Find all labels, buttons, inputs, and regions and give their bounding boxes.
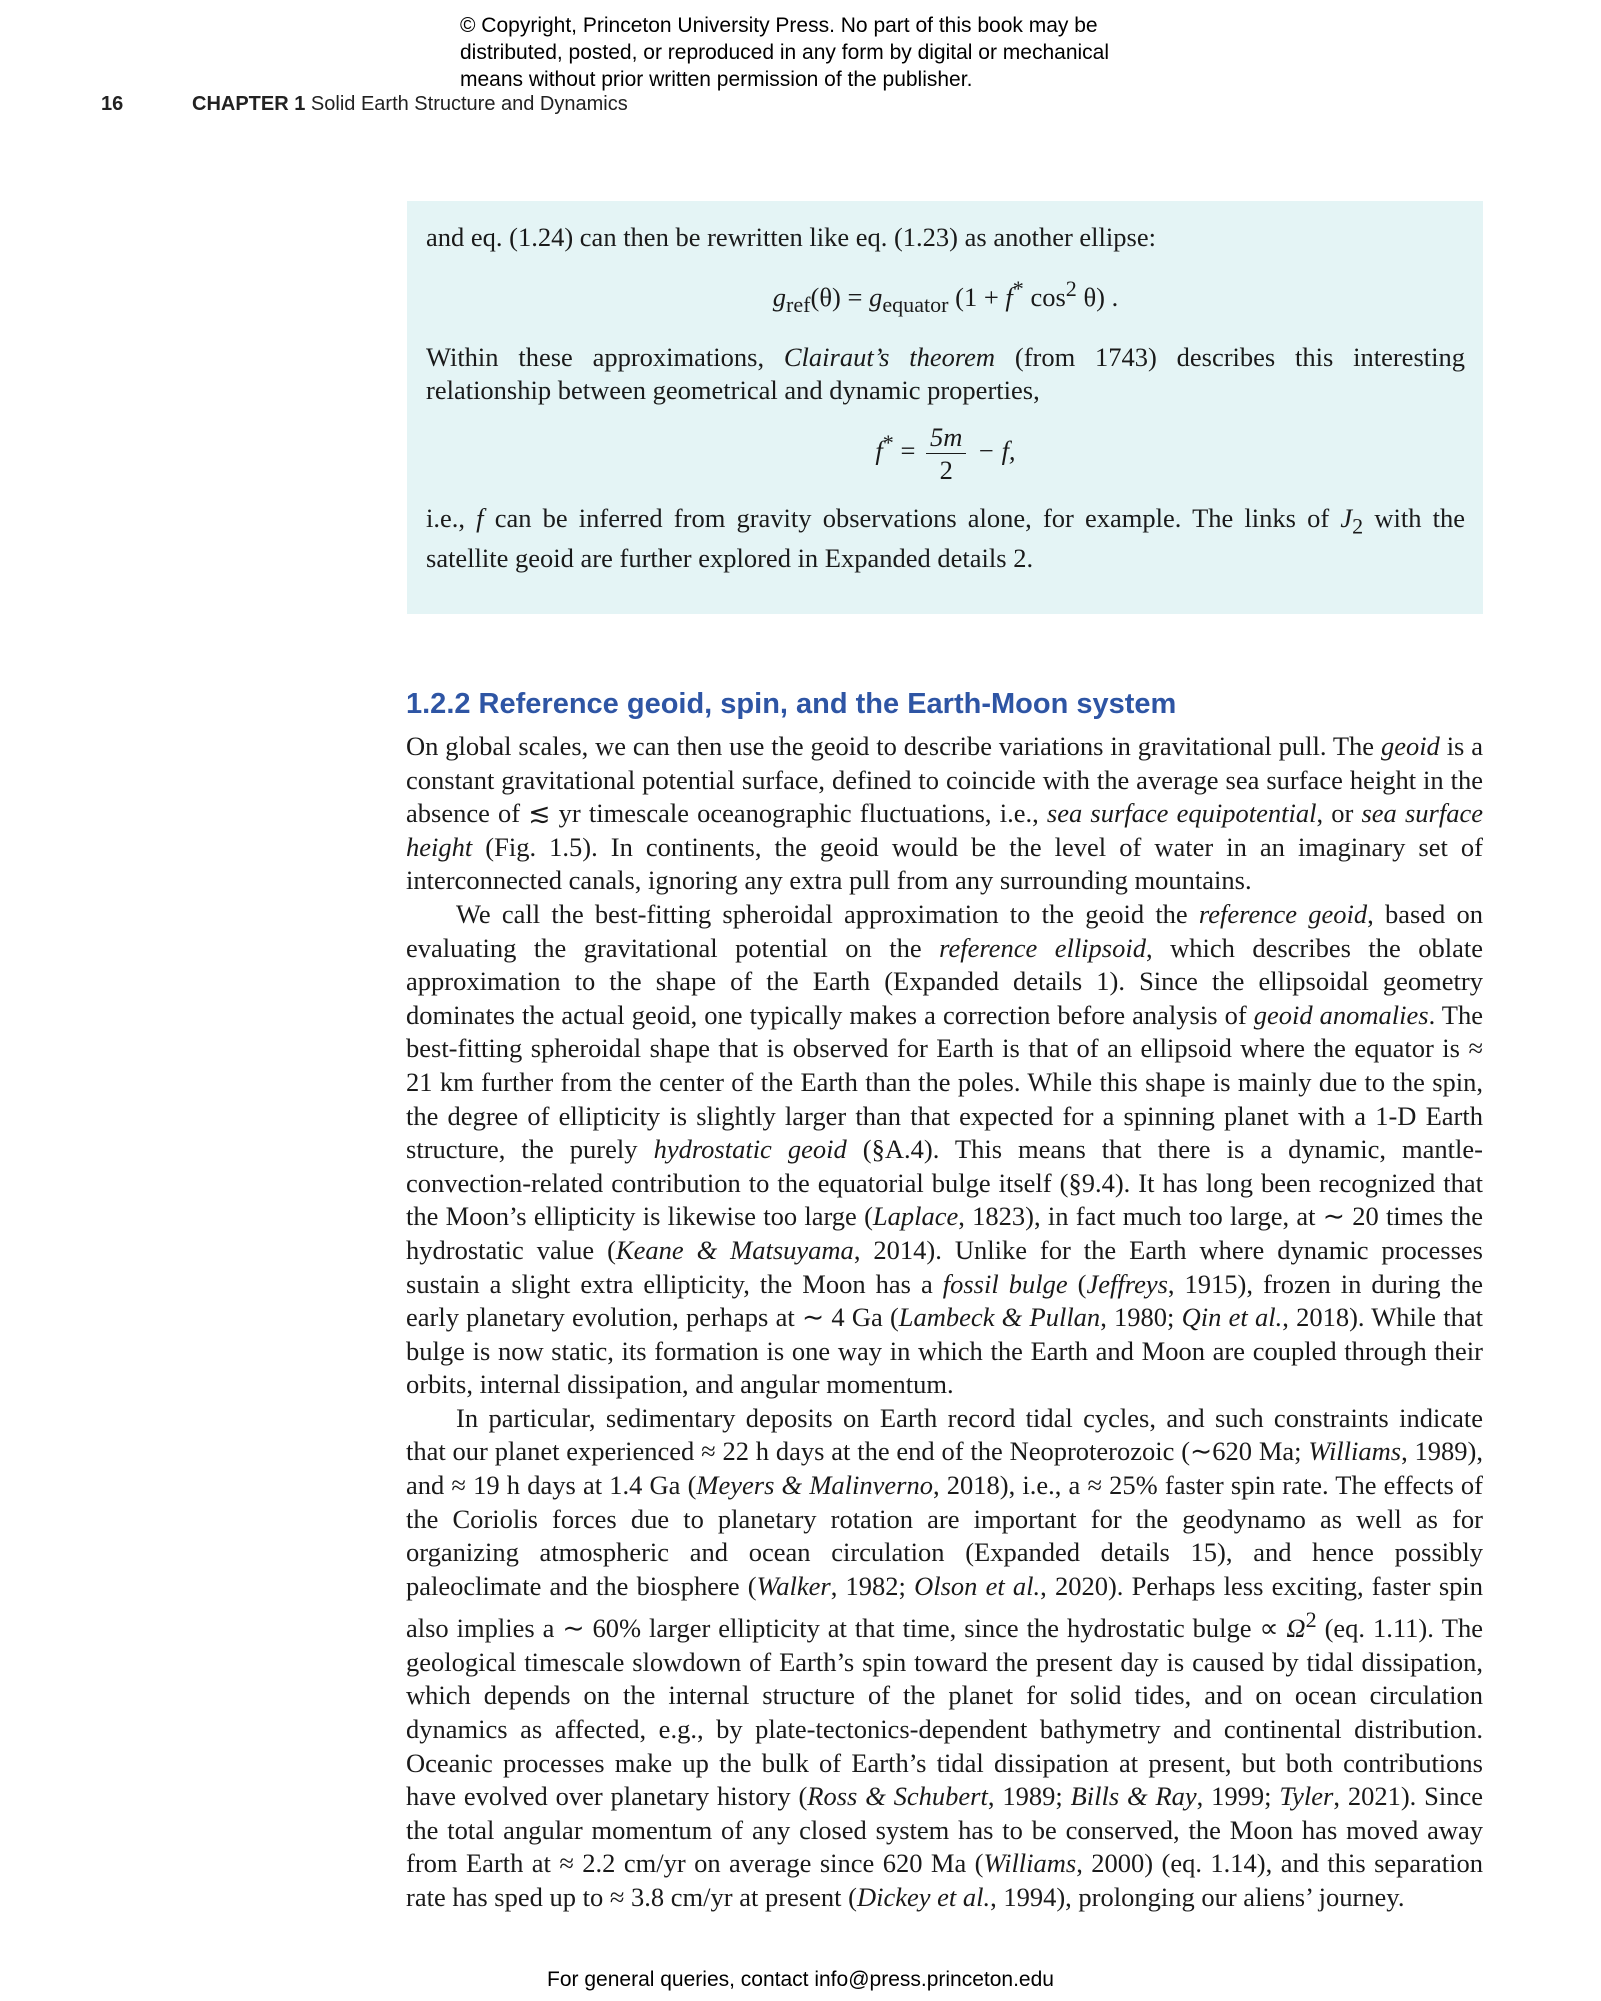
text-run: . The best-fitting spheroidal shape that is observed for Earth is that of an ellipsoid where the equator is ≈ 21 km further from the center of the Earth than the poles. While this shape is mainly due to the spin, the degree of ellipticity is slightly larger than that expected for a spinning planet with a 1-D Earth structure, the purely [406, 999, 1483, 1165]
italic-run: hydrostatic geoid [653, 1134, 847, 1165]
text-run: ( [1067, 1268, 1087, 1299]
copyright-notice [460, 12, 1220, 93]
italic-run: Meyers & Malinverno [696, 1470, 933, 1501]
conclusion-mid: can be inferred from gravity observations alone, for example. The links of [483, 503, 1341, 534]
body-text [406, 730, 1483, 1915]
clairaut-pre: Within these approximations, [426, 342, 784, 373]
page-number: 16 [101, 93, 124, 115]
text-run: , 2014). Unlike for the Earth where dynamic processes sustain a slight extra ellipticity, the Moon has a [406, 1234, 1483, 1299]
section-heading: 1.2.2 Reference geoid, spin, and the Earth-Moon system [406, 688, 1177, 720]
clairaut-post: (from 1743) describes this interesting relationship between geometrical and dynamic properties, [426, 342, 1465, 406]
equation-gravity-ellipse [426, 272, 1465, 321]
italic-run: Williams [1308, 1436, 1402, 1467]
eq1-sq: 2 [1065, 276, 1077, 301]
box-conclusion [426, 502, 1465, 575]
text-run: , 1915), frozen in during the early planetary evolution, perhaps at ∼ 4 Ga ( [406, 1268, 1483, 1333]
italic-run: Qin et al. [1181, 1302, 1283, 1333]
eq2-denominator: 2 [939, 455, 953, 486]
text-run: , 1989; [987, 1781, 1071, 1812]
eq2-lhs: f [875, 435, 883, 466]
italic-run: Ross & Schubert [807, 1781, 988, 1812]
paragraph-3 [406, 1402, 1483, 1915]
text-run: , 2021). Since the total angular momentum of any closed system has to be conserved, the Moon has moved away from Earth at ≈ 2.2 cm/yr on average since 620 Ma ( [406, 1781, 1484, 1879]
eq1-g: g [772, 281, 786, 312]
text-run: , 2018), i.e., a ≈ 25% faster spin rate. The effects of the Coriolis forces due to planetary rotation are important for the geodynamo as well as for organizing atmospheric and ocean circulation (Expanded details 15), and hence possibly paleoclimate and the biosphere ( [406, 1470, 1483, 1601]
text-run: , 1999; [1196, 1781, 1280, 1812]
eq1-sub-equator: equator [882, 292, 949, 318]
text-run: , 1994), prolonging our aliens’ journey. [990, 1882, 1405, 1913]
conclusion-post: with the satellite geoid are further explored in Expanded details 2. [426, 503, 1465, 574]
eq1-sub-ref: ref [786, 292, 811, 318]
italic-run: fossil bulge [942, 1268, 1068, 1299]
text-run: (§A.4). This means that there is a dynamic, mantle-convection-related contribution to the equatorial bulge itself (§9.4). It has long been recognized that the Moon’s ellipticity is likewise too large ( [406, 1134, 1483, 1232]
text-run: , which describes the oblate approximation to the shape of the Earth (Expanded details 1). Since the ellipsoidal geometry dominates the actual geoid, one typically makes a correction before analysis of [406, 932, 1484, 1030]
italic-run: Olson et al. [914, 1570, 1041, 1601]
italic-run: Williams [983, 1848, 1077, 1879]
equation-clairaut [426, 421, 1465, 486]
italic-run: sea surface equipotential [1046, 798, 1317, 829]
text-run: , 2018). While that bulge is now static, its formation is one way in which the Earth and Moon are coupled through their orbits, internal dissipation, and angular momentum. [406, 1302, 1483, 1400]
eq2-rhs: − f, [970, 435, 1016, 466]
highlight-box [407, 201, 1483, 614]
eq2-equals: = [893, 435, 923, 466]
text-run: , or [1316, 798, 1362, 829]
text-run: We call the best-fitting spheroidal approximation to the geoid the [456, 898, 1199, 929]
clairaut-term: Clairaut’s theorem [783, 342, 996, 373]
running-head [192, 93, 628, 116]
copyright-line-1: © Copyright, Princeton University Press. No part of this book may be [460, 14, 1098, 37]
chapter-title: Solid Earth Structure and Dynamics [310, 93, 628, 115]
conclusion-pre: i.e., [426, 503, 477, 534]
eq2-fraction [926, 421, 966, 486]
italic-run: geoid [1380, 731, 1440, 761]
eq1-g2: g [869, 281, 883, 312]
text-run: , based on evaluating the gravitational potential on the [406, 898, 1484, 963]
eq1-close: θ) . [1076, 281, 1119, 312]
text-run: , 1823), in fact much too large, at ∼ 20 times the hydrostatic value ( [406, 1201, 1483, 1265]
conclusion-sub: 2 [1352, 513, 1364, 539]
italic-run: Tyler [1279, 1781, 1334, 1812]
text-run: (Fig. 1.5). In continents, the geoid would be the level of water in an imaginary set of interconnected canals, ignoring any extra pull from any surrounding mountains. [406, 831, 1483, 896]
eq1-theta: (θ) = [810, 281, 870, 312]
italic-run: Bills & Ray [1070, 1781, 1197, 1812]
text-run: , 1989), and ≈ 19 h days at 1.4 Ga ( [406, 1436, 1483, 1501]
eq2-numerator: 5m [926, 421, 966, 454]
text-run: is a constant gravitational potential surface, defined to coincide with the average sea surface height in the absence of ≲ yr timescale oceanographic fluctuations, i.e., [406, 731, 1484, 829]
italic-run: Jeffreys [1086, 1268, 1168, 1299]
italic-run: Lambeck & Pullan [898, 1302, 1101, 1333]
eq1-paren: (1 + [948, 281, 1006, 312]
box-clairaut [426, 341, 1465, 407]
superscript-run: 2 [1305, 1607, 1317, 1633]
eq2-star: * [882, 429, 894, 455]
eq1-cos: cos [1023, 281, 1066, 312]
italic-run: Walker [756, 1570, 831, 1601]
italic-run: Keane & Matsuyama [615, 1234, 854, 1265]
italic-run: Laplace [872, 1201, 959, 1232]
text-run: , 2020). Perhaps less exciting, faster spin also implies a ∼ 60% larger ellipticity at that time, since the hydrostatic bulge ∝ [406, 1570, 1483, 1644]
copyright-line-3: means without prior written permission of the publisher. [460, 68, 973, 91]
copyright-line-2: distributed, posted, or reproduced in any form by digital or mechanical [460, 41, 1110, 64]
italic-run: reference geoid [1198, 898, 1368, 929]
chapter-label: CHAPTER 1 [192, 93, 306, 115]
eq1-star: * [1012, 276, 1024, 301]
text-run: , 1980; [1100, 1302, 1182, 1333]
text-run: , 1982; [830, 1570, 915, 1601]
paragraph-2 [406, 898, 1483, 1402]
italic-run: sea surface height [406, 798, 1483, 862]
conclusion-J: J [1340, 503, 1353, 534]
text-run: , 2000) (eq. 1.14), and this separation rate has sped up to ≈ 3.8 cm/yr at present ( [406, 1848, 1483, 1913]
paragraph-1 [406, 730, 1483, 898]
text-run: In particular, sedimentary deposits on Earth record tidal cycles, and such constraints indicate that our planet experienced ≈ 22 h days at the end of the Neoproterozoic (∼620 Ma; [406, 1402, 1483, 1467]
box-intro: and eq. (1.24) can then be rewritten like eq. (1.23) as another ellipse: [426, 222, 1156, 252]
footer-contact: For general queries, contact info@press.princeton.edu [547, 1968, 1054, 1991]
eq1-f: f [1005, 281, 1013, 312]
italic-run: Ω [1286, 1613, 1306, 1644]
italic-run: reference ellipsoid [939, 932, 1146, 963]
italic-run: Dickey et al. [856, 1882, 991, 1913]
text-run: On global scales, we can then use the geoid to describe variations in gravitational pull. The [406, 731, 1381, 761]
text-run: (eq. 1.11). The geological timescale slowdown of Earth’s spin toward the present day is caused by tidal dissipation, which depends on the internal structure of the planet for solid tides, and on ocean circulation dynamics as affected, e.g., by plate-tectonics-dependent bathymetry and continental distribution. Oceanic processes make up the bulk of Earth’s tidal dissipation at present, but both contributions have evolved over planetary history ( [406, 1613, 1483, 1812]
italic-run: geoid anomalies [1253, 999, 1429, 1030]
conclusion-f: f [476, 503, 484, 534]
